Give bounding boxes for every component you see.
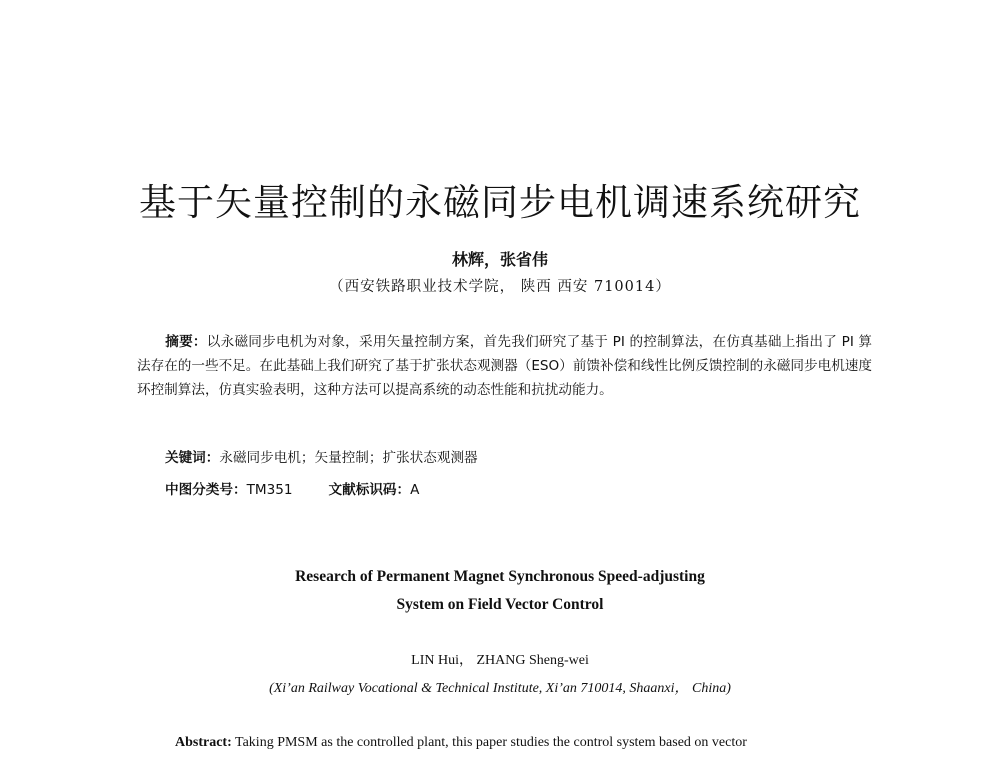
classification-value: TM351: [246, 482, 293, 498]
english-authors: LIN Hui， ZHANG Sheng-wei: [411, 653, 589, 668]
document-code-value: A: [410, 482, 420, 498]
chinese-keywords-label: 关键词：: [165, 450, 220, 466]
english-title: [0, 563, 1000, 619]
english-title-line-2: System on Field Vector Control: [396, 596, 604, 613]
chinese-abstract-text: 以永磁同步电机为对象，采用矢量控制方案，首先我们研究了基于 PI 的控制算法，在仿真基础上指出了 PI 算法存在的一些不足。在此基础上我们研究了基于扩张状态观测器（ESO）前馈补偿和线性比例反馈控制的永磁同步电机速度环控制算法，仿真实验表明，这种方法可以提高系统的动态性能和抗扰动能力。: [137, 334, 872, 398]
chinese-keywords: [165, 446, 865, 466]
chinese-abstract: [137, 330, 872, 402]
chinese-classification: [165, 478, 865, 498]
chinese-authors: 林辉，张省伟: [451, 250, 548, 269]
chinese-affiliation: （西安铁路职业技术学院， 陕西 西安 710014）: [329, 279, 671, 295]
english-abstract-label: Abstract:: [175, 735, 232, 750]
english-abstract: [175, 735, 875, 751]
chinese-keywords-text: 永磁同步电机；矢量控制；扩张状态观测器: [219, 450, 478, 466]
english-affiliation: (Xi’an Railway Vocational & Technical Institute, Xi’an 710014, Shaanxi， China): [269, 681, 731, 696]
english-title-line-1: Research of Permanent Magnet Synchronous Speed-adjusting: [295, 568, 705, 585]
classification-label: 中图分类号：: [165, 482, 247, 498]
chinese-abstract-label: 摘要：: [165, 334, 207, 350]
chinese-title: 基于矢量控制的永磁同步电机调速系统研究: [139, 181, 861, 224]
document-code-label: 文献标识码：: [328, 482, 411, 498]
english-abstract-text: Taking PMSM as the controlled plant, this paper studies the control system based on vector: [231, 735, 747, 750]
